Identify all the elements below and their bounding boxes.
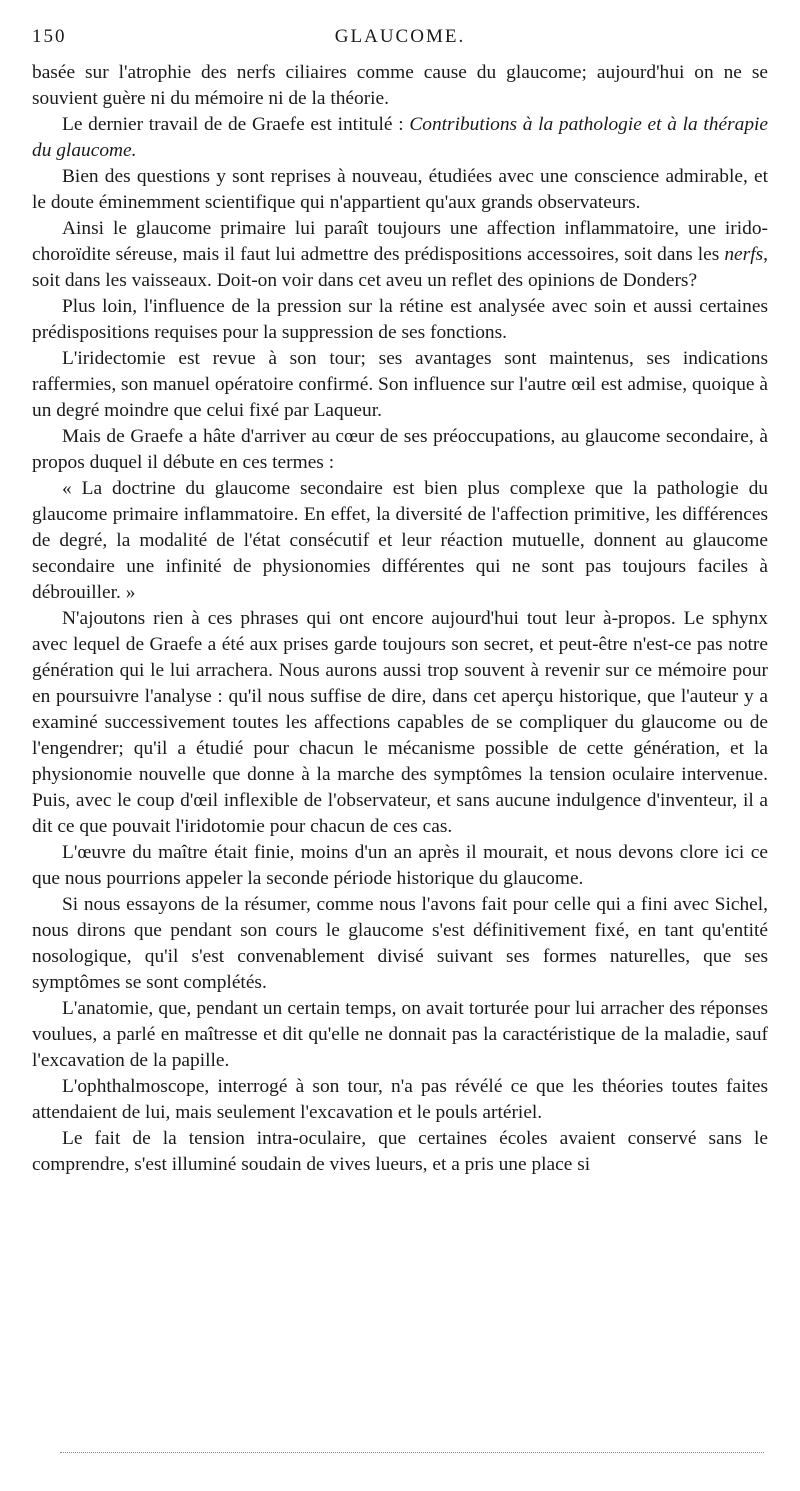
body-text [32, 60, 768, 1178]
paragraph [32, 294, 768, 346]
paragraph-text: , soit dans les vaisseaux. Doit-on voir dans cet aveu un reflet des opinions de Donders? [32, 244, 768, 291]
paragraph [32, 60, 768, 112]
italic-text: Contributions à la pathologie et à la thérapie du glaucome. [32, 114, 769, 161]
paragraph [32, 996, 768, 1074]
paragraph [32, 112, 768, 164]
page-header [32, 26, 768, 60]
paragraph [32, 346, 768, 424]
paragraph-text: L'iridectomie est revue à son tour; ses avantages sont maintenus, ses indications raffermies, son manuel opératoire confirmé. Son influence sur l'autre œil est admise, quoique à un degré moindre que celui fixé par Laqueur. [32, 348, 768, 421]
paragraph [32, 840, 768, 892]
running-title: GLAUCOME. [334, 26, 466, 47]
paragraph-text: Bien des questions y sont reprises à nouveau, étudiées avec une conscience admirable, et le doute éminemment scientifique qui n'appartient qu'aux grands observateurs. [32, 166, 768, 213]
book-page [32, 26, 768, 1178]
paragraph-text: Ainsi le glaucome primaire lui paraît toujours une affection inflammatoire, une irido-choroïdite séreuse, mais il faut lui admettre des prédispositions accessoires, soit dans les [32, 218, 768, 265]
paragraph [32, 164, 768, 216]
paragraph-text: N'ajoutons rien à ces phrases qui ont encore aujourd'hui tout leur à-propos. Le sphynx avec lequel de Graefe a été aux prises garde toujours son secret, et peut-être n'est-ce pas notre génération qui le lui arrachera. Nous aurons aussi trop souvent à revenir sur ce mémoire pour en poursuivre l'analyse : qu'il nous suffise de dire, dans cet aperçu historique, que l'auteur y a examiné successivement toutes les affections capables de se compliquer du glaucome ou de l'engendrer; qu'il a étudié pour chacun le mécanisme possible de cette génération, et la physionomie nouvelle que donne à la marche des symptômes la tension oculaire intervenue. Puis, avec le coup d'œil inflexible de l'observateur, et sans aucune indulgence d'inventeur, il a dit ce que pouvait l'iridotomie pour chacun de ces cas. [32, 608, 768, 837]
paragraph-text: Plus loin, l'influence de la pression sur la rétine est analysée avec soin et aussi certaines prédispositions requises pour la suppression de ses fonctions. [32, 296, 768, 343]
paragraph-text: Le dernier travail de de Graefe est intitulé : [62, 114, 410, 135]
paragraph-text: L'ophthalmoscope, interrogé à son tour, n'a pas révélé ce que les théories toutes faites attendaient de lui, mais seulement l'excavation et le pouls artériel. [32, 1076, 768, 1123]
paragraph [32, 216, 768, 294]
paragraph-text: L'œuvre du maître était finie, moins d'un an après il mourait, et nous devons clore ici ce que nous pourrions appeler la seconde période historique du glaucome. [32, 842, 768, 889]
page-number: 150 [32, 26, 67, 47]
paragraph [32, 1074, 768, 1126]
paragraph [32, 476, 768, 606]
paragraph [32, 606, 768, 840]
paragraph-text: Mais de Graefe a hâte d'arriver au cœur de ses préoccupations, au glaucome secondaire, à propos duquel il débute en ces termes : [32, 426, 768, 473]
paragraph [32, 424, 768, 476]
page-bottom-rule [60, 1452, 764, 1453]
paragraph-text: Si nous essayons de la résumer, comme nous l'avons fait pour celle qui a fini avec Sichel, nous dirons que pendant son cours le glaucome s'est définitivement fixé, en tant qu'entité nosologique, qu'il s'est convenablement divisé suivant ses formes naturelles, que ses symptômes se sont complétés. [32, 894, 768, 993]
paragraph [32, 892, 768, 996]
italic-text: nerfs [724, 244, 764, 265]
paragraph-text: « La doctrine du glaucome secondaire est bien plus complexe que la pathologie du glaucome primaire inflammatoire. En effet, la diversité de l'affection primitive, les différences de degré, la modalité de l'état consécutif et leur réaction mutuelle, donnent au glaucome secondaire une infinité de physionomies différentes qui ne sont pas toujours faciles à débrouiller. » [32, 478, 768, 603]
paragraph [32, 1126, 768, 1178]
paragraph-text: basée sur l'atrophie des nerfs ciliaires comme cause du glaucome; aujourd'hui on ne se souvient guère ni du mémoire ni de la théorie. [32, 62, 768, 109]
paragraph-text: Le fait de la tension intra-oculaire, que certaines écoles avaient conservé sans le comprendre, s'est illuminé soudain de vives lueurs, et a pris une place si [32, 1128, 768, 1175]
paragraph-text: L'anatomie, que, pendant un certain temps, on avait torturée pour lui arracher des réponses voulues, a parlé en maîtresse et dit qu'elle ne donnait pas la caractéristique de la maladie, sauf l'excavation de la papille. [32, 998, 768, 1071]
